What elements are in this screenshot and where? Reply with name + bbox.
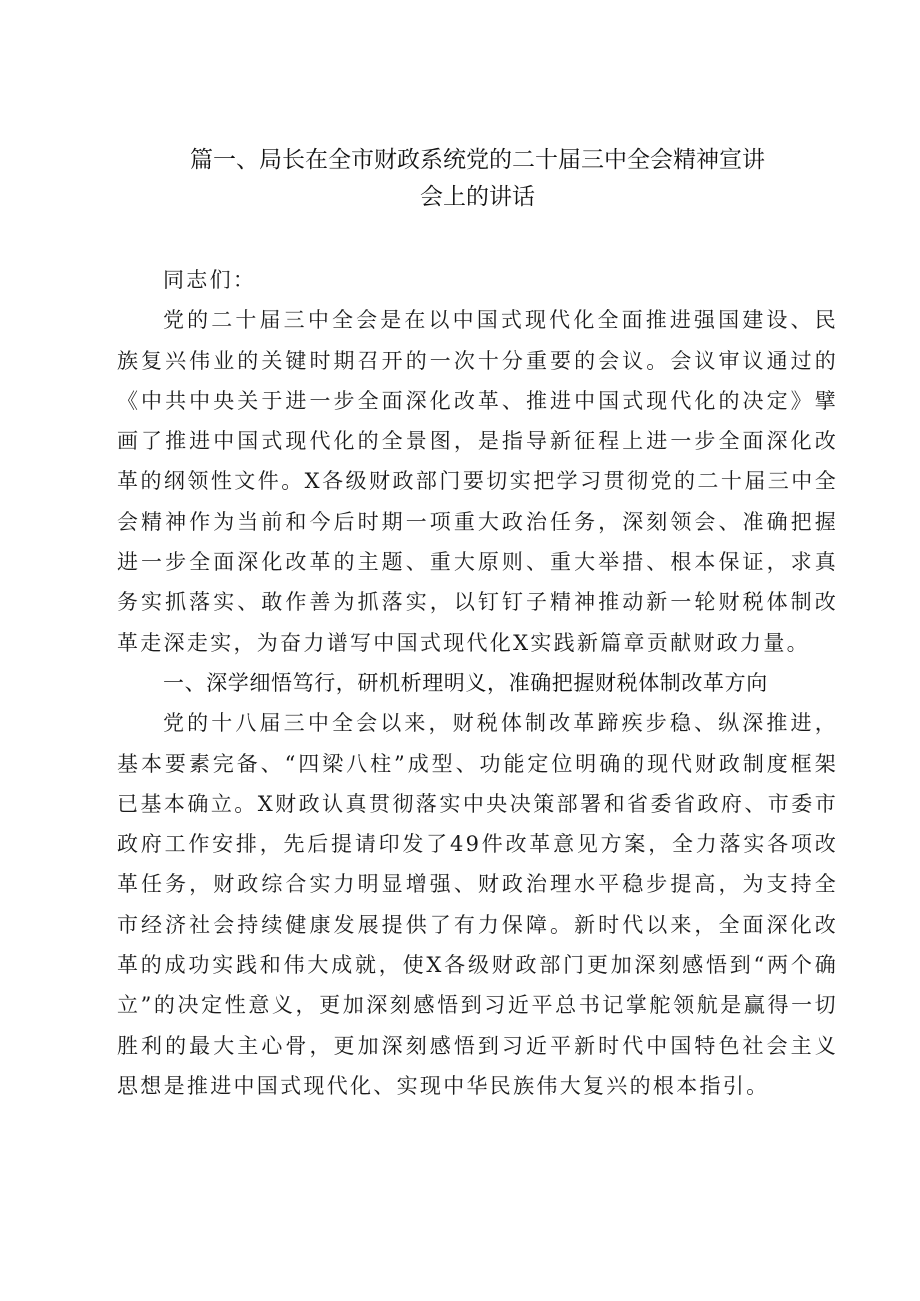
body-paragraph-2: 党的十八届三中全会以来，财税体制改革蹄疾步稳、纵深推进，基本要素完备、“四梁八柱”成型、功能定位明确的现代财政制度框架已基本确立。X财政认真贯彻落实中央决策部署和省委省政府、市委市政府工作安排，先后提请印发了49件改革意见方案，全力落实各项改革任务，财政综合实力明显增强、财政治理水平稳步提高，为支持全市经济社会持续健康发展提供了有力保障。新时代以来，全面深化改革的成功实践和伟大成就，使X各级财政部门更加深刻感悟到“两个确立”的决定性意义，更加深刻感悟到习近平总书记掌舵领航是赢得一切胜利的最大主心骨，更加深刻感悟到习近平新时代中国特色社会主义思想是推进中国式现代化、实现中华民族伟大复兴的根本指引。 [117,711,838,1098]
title-line-1: 篇一、局长在全市财政系统党的二十届三中全会精神宣讲 [190,147,765,173]
salutation: 同志们： [163,268,257,292]
section-heading-1: 一、深学细悟笃行，研机析理明义，准确把握财税体制改革方向 [163,670,768,695]
title-line-2: 会上的讲话 [420,184,535,210]
document-title [117,142,838,216]
body-paragraph-1: 党的二十届三中全会是在以中国式现代化全面推进强国建设、民族复兴伟业的关键时期召开的一次十分重要的会议。会议审议通过的《中共中央关于进一步全面深化改革、推进中国式现代化的决定》擘画了推进中国式现代化的全景图，是指导新征程上进一步全面深化改革的纲领性文件。X各级财政部门要切实把学习贯彻党的二十届三中全会精神作为当前和今后时期一项重大政治任务，深刻领会、准确把握进一步全面深化改革的主题、重大原则、重大举措、根本保证，求真务实抓落实、敢作善为抓落实，以钉钉子精神推动新一轮财税体制改革走深走实，为奋力谱写中国式现代化X实践新篇章贡献财政力量。 [117,308,838,655]
